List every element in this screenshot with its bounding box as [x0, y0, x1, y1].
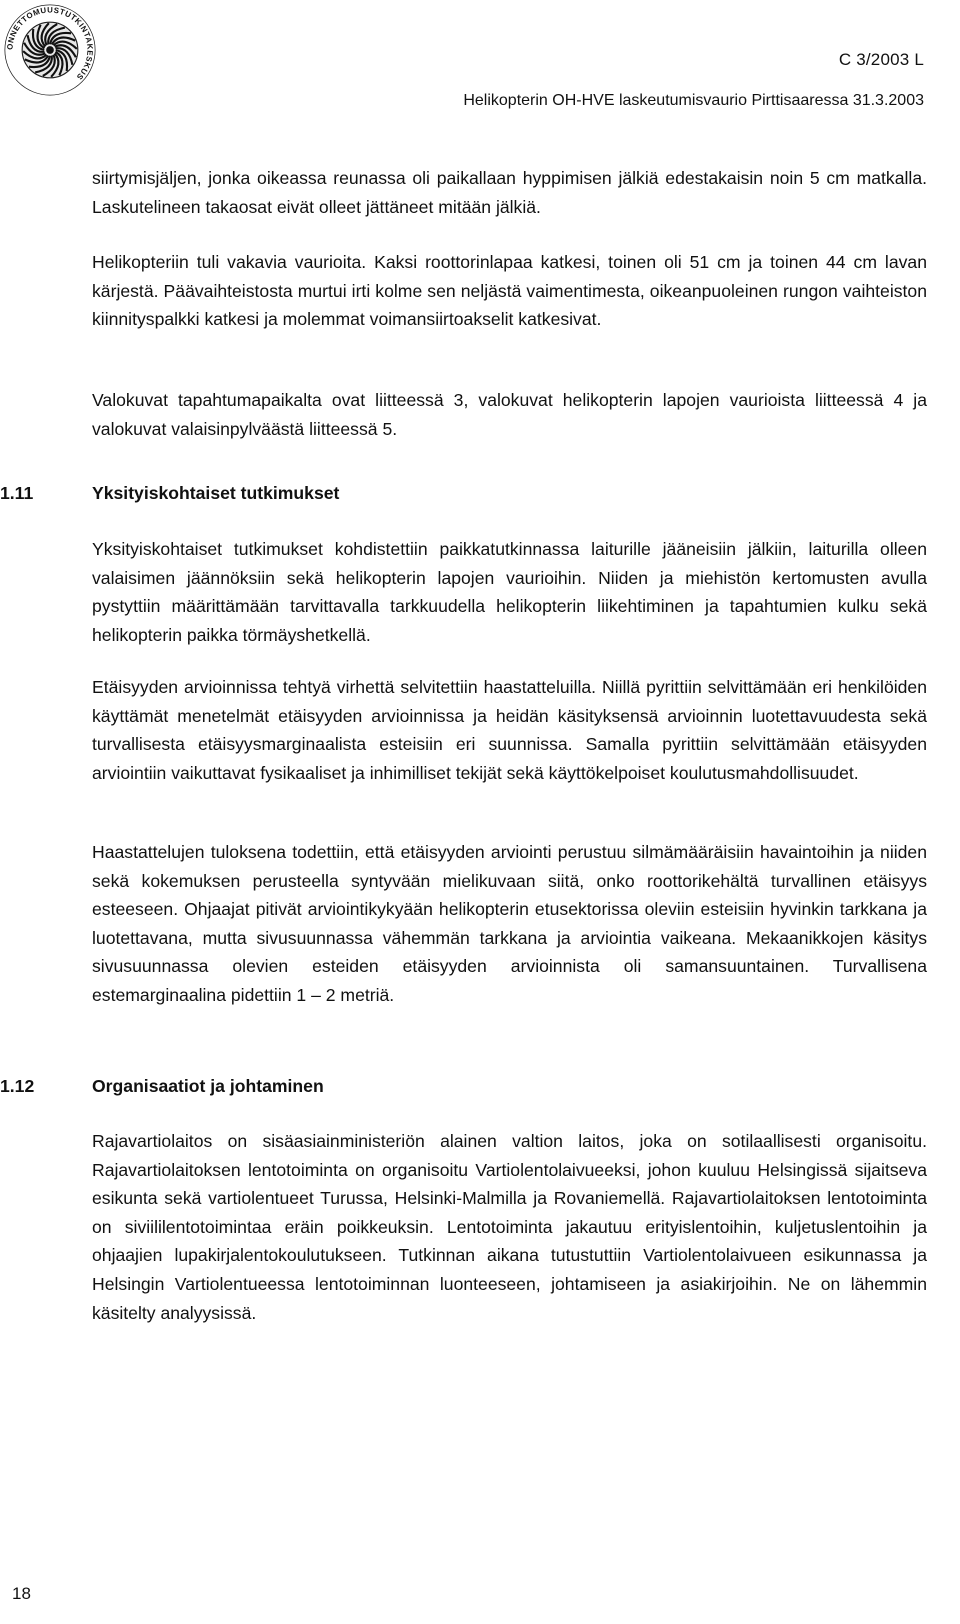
paragraph-intro-1: siirtymisjäljen, jonka oikeassa reunassa oli paikallaan hyppimisen jälkiä edestakaisin noin 5 cm matkalla. Laskutelineen takaosat eivät olleet jättäneet mitään jälkiä. [92, 168, 927, 217]
section-number: 1.11 [0, 483, 34, 503]
paragraph-1-12-a: Rajavartiolaitos on sisäasiainministeriön alainen valtion laitos, joka on sotilaallisesti organisoitu. Rajavartiolaitoksen lentotoiminta on organisoitu Vartiolentolaivueeksi, johon kuuluu Helsingissä sijaitseva esikunta sekä vartiolentueet Turussa, Helsinki-Malmilla ja Rovaniemellä. Rajavartiolaitoksen lentotoiminta on siviililentotoimintaa eräin poikkeuksin. Lentotoiminta jakautuu erityislentoihin, kuljetuslentoihin ja ohjaajien lupakirjalentokoulutukseen. Tutkinnan aikana tutustuttiin Vartiolentolaivueen esikunnassa ja Helsingin Vartiolentueessa lentotoiminnan luonteeseen, johtamiseen ja asiakirjoihin. Ne on lähemmin käsitelty analyysissä. [92, 1131, 927, 1323]
agency-logo [2, 2, 98, 98]
section-heading-1-12 [0, 1076, 940, 1097]
paragraph-intro-2: Helikopteriin tuli vakavia vaurioita. Kaksi roottorinlapaa katkesi, toinen oli 51 cm ja toinen 44 cm lavan kärjestä. Päävaihteistosta murtui irti kolme sen neljästä vaimentimesta, oikeanpuoleinen rungon vaihteiston kiinnityspalkki katkesi ja molemmat voimansiirtoakselit katkesivat. [92, 252, 927, 330]
section-heading-1-11 [0, 483, 940, 504]
section-title: Yksityiskohtaiset tutkimukset [92, 483, 340, 503]
document-code: C 3/2003 L [838, 50, 924, 69]
paragraph-1-11-b: Etäisyyden arvioinnissa tehtyä virhettä selvitettiin haastatteluilla. Niillä pyrittiin selvittämään eri henkilöiden käyttämät menetelmät etäisyyden arvioinnissa ja heidän käsityksensä arvioinnin luotettavuudesta sekä turvallisesta etäisyysmarginaalista esteisiin eri suunnissa. Samalla pyrittiin selvittämään etäisyyden arviointiin vaikuttavat fysikaaliset ja inhimilliset tekijät sekä käyttökelpoiset koulutusmahdollisuudet. [92, 677, 927, 783]
paragraph-1-11-c: Haastattelujen tuloksena todettiin, että etäisyyden arviointi perustuu silmämääräisiin havaintoihin ja niiden sekä kokemuksen perusteella syntyvään mielikuvaan siitä, onko roottorikehältä turvallinen etäisyys esteeseen. Ohjaajat pitivät arviointikykyään helikopterin etusektorissa oleviin esteisiin hyvinkin tarkkana ja luotettavana, mutta sivusuunnassa vähemmän tarkkana ja arviointia vaikeana. Mekaanikkojen käsitys sivusuunnassa olevien esteiden etäisyyden arvioinnista oli samansuuntainen. Turvallisena estemarginaalina pidettiin 1 – 2 metriä. [92, 842, 927, 1005]
paragraph-intro-3: Valokuvat tapahtumapaikalta ovat liitteessä 3, valokuvat helikopterin lapojen vaurioista liitteessä 4 ja valokuvat valaisinpylväästä liitteessä 5. [92, 390, 927, 439]
section-title: Organisaatiot ja johtaminen [92, 1076, 324, 1096]
logo-spiral-icon [22, 22, 78, 78]
page-number: 18 [12, 1584, 31, 1603]
document-subtitle: Helikopterin OH-HVE laskeutumisvaurio Pirttisaaressa 31.3.2003 [463, 92, 924, 109]
paragraph-1-11-a: Yksityiskohtaiset tutkimukset kohdistettiin paikkatutkinnassa laiturille jääneisiin jälkiin, laiturilla olleen valaisimen jäännöksiin sekä helikopterin lapojen vaurioihin. Niiden ja miehistön kertomusten avulla pystyttiin määrittämään tarvittavalla tarkkuudella helikopterin liikehtiminen ja tapahtumien kulku sekä helikopterin paikka törmäyshetkellä. [92, 539, 927, 645]
section-number: 1.12 [0, 1076, 35, 1096]
logo-ring-text: ONNETTOMUUSTUTKINTAKESKUS [5, 5, 95, 82]
